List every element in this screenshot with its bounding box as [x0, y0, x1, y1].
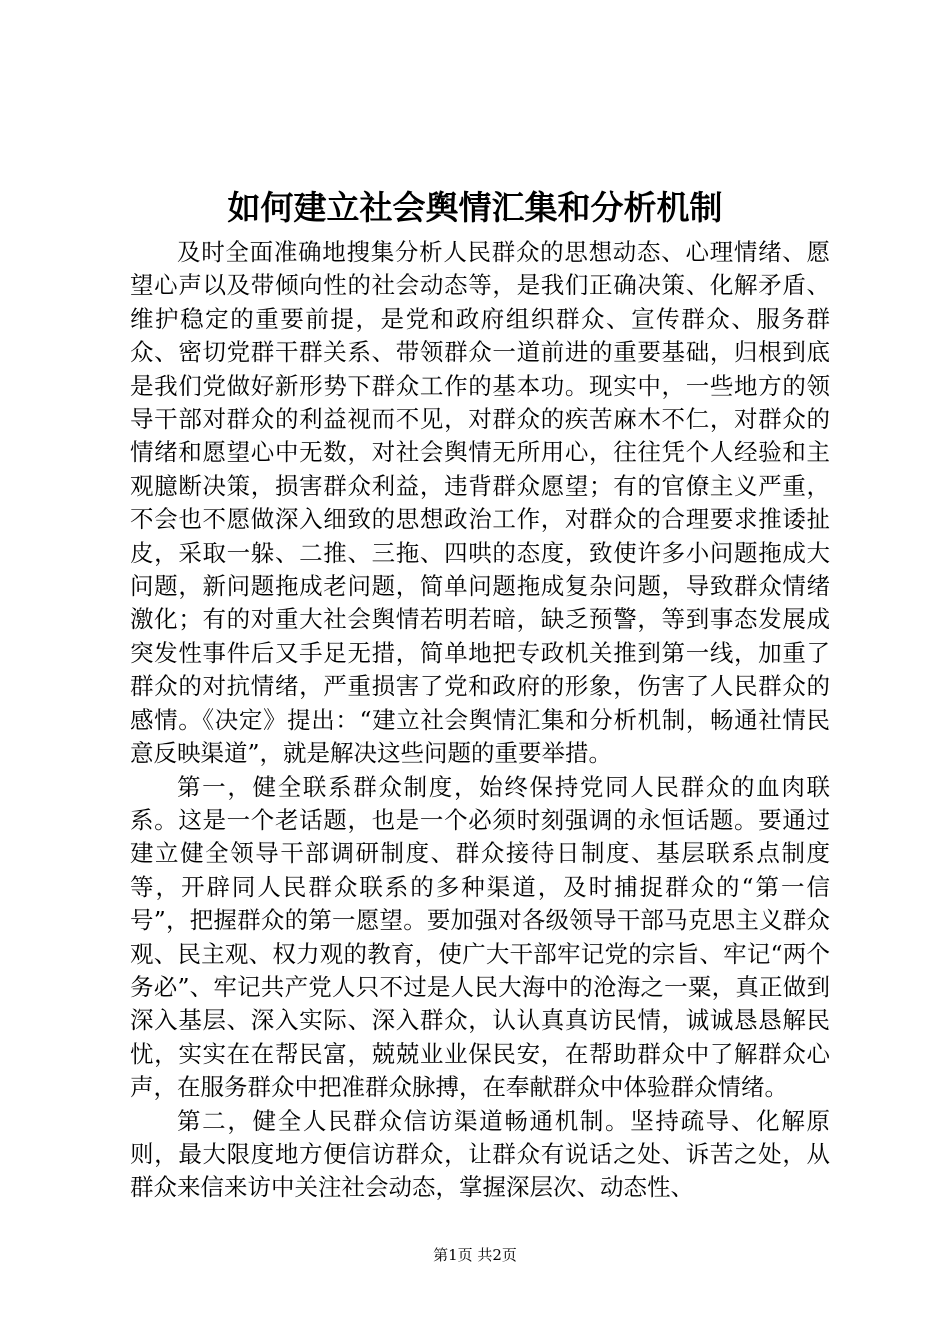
page-number-footer: 第1页 共2页	[433, 1246, 517, 1264]
paragraph-2: 第一，健全联系群众制度，始终保持党同人民群众的血肉联系。这是一个老话题，也是一个必须时刻强调的永恒话题。要通过建立健全领导干部调研制度、群众接待日制度、基层联系点制度等，开辟同人民群众联系的多种渠道，及时捕捉群众的“第一信号”，把握群众的第一愿望。要加强对各级领导干部马克思主义群众观、民主观、权力观的教育，使广大干部牢记党的宗旨、牢记“两个务必”、牢记共产党人只不过是人民大海中的沧海之一粟，真正做到深入基层、深入实际、深入群众，认认真真访民情，诚诚恳恳解民忧，实实在在帮民富，兢兢业业保民安，在帮助群众中了解群众心声，在服务群众中把准群众脉搏，在奉献群众中体验群众情绪。	[130, 772, 830, 1102]
document-title: 如何建立社会舆情汇集和分析机制	[227, 188, 723, 227]
paragraph-3: 第二，健全人民群众信访渠道畅通机制。坚持疏导、化解原则，最大限度地方便信访群众，让群众有说话之处、诉苦之处，从群众来信来访中关注社会动态，掌握深层次、动态性、	[130, 1106, 830, 1202]
paragraph-1: 及时全面准确地搜集分析人民群众的思想动态、心理情绪、愿望心声以及带倾向性的社会动态等，是我们正确决策、化解矛盾、维护稳定的重要前提，是党和政府组织群众、宣传群众、服务群众、密切党群干群关系、带领群众一道前进的重要基础，归根到底是我们党做好新形势下群众工作的基本功。现实中，一些地方的领导干部对群众的利益视而不见，对群众的疾苦麻木不仁，对群众的情绪和愿望心中无数，对社会舆情无所用心，往往凭个人经验和主观臆断决策，损害群众利益，违背群众愿望；有的官僚主义严重，不会也不愿做深入细致的思想政治工作，对群众的合理要求推诿扯皮，采取一躲、二推、三拖、四哄的态度，致使许多小问题拖成大问题，新问题拖成老问题，简单问题拖成复杂问题，导致群众情绪激化；有的对重大社会舆情若明若暗，缺乏预警，等到事态发展成突发性事件后又手足无措，简单地把专政机关推到第一线，加重了群众的对抗情绪，严重损害了党和政府的形象，伤害了人民群众的感情。《决定》提出：“建立社会舆情汇集和分析机制，畅通社情民意反映渠道”，就是解决这些问题的重要举措。	[130, 238, 830, 768]
document-body	[130, 236, 830, 1205]
